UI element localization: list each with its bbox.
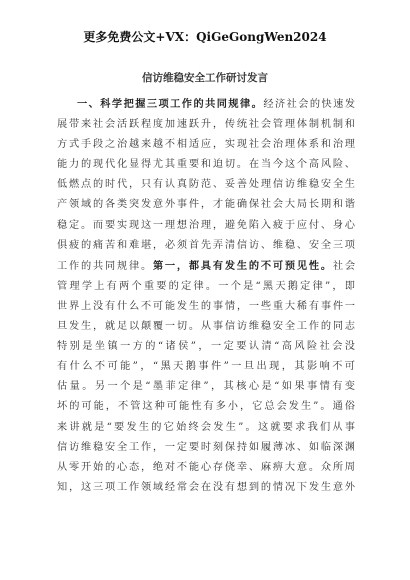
- text-line: [57, 418, 355, 438]
- line-text: 知，这三项工作领域经常会在没有想到的情况下发生意外: [57, 481, 355, 493]
- text-line: [57, 357, 355, 377]
- text-line: [57, 458, 355, 478]
- text-line: [57, 216, 355, 236]
- line-text: 稳定。而要实现这一理想治理，避免陷入疲于应付、身心: [57, 219, 355, 231]
- line-text: 特别是坐镇一方的“诸侯”，一定要认清“高风险社会没: [57, 341, 355, 353]
- line-text: 展带来社会活跃程度加速跃升，传统社会管理体制机制和: [57, 119, 355, 131]
- text-line: [57, 256, 355, 277]
- line-text: 来讲就是“要发生的它始终会发生”。这就要求我们从事: [57, 421, 355, 433]
- text-line: [57, 94, 355, 115]
- line-text: 有什么不可能”，“黑天鹅事件”一旦出现，其影响不可: [57, 361, 355, 373]
- text-line: [57, 377, 355, 397]
- text-line: [57, 135, 355, 155]
- line-text: 产领域的各类突发意外事件，才能确保社会大局长期和谐: [57, 199, 355, 211]
- line-text: 从零开始的心态，绝对不能心存侥幸、麻痹大意。众所周: [57, 461, 355, 473]
- line-text: 工作的共同规律。: [57, 260, 153, 272]
- line-text: 信访维稳安全工作，一定要时刻保持如履薄冰、如临深渊: [57, 441, 355, 453]
- line-text: 社会: [332, 260, 355, 272]
- line-text: 方式手段之治越来越不相适应，实现社会治理体系和治理: [57, 139, 355, 151]
- line-text: 管理学上有两个重要的定律。一个是“黑天鹅定律”，即: [57, 280, 355, 292]
- text-line: [57, 317, 355, 337]
- text-line: [57, 478, 355, 498]
- line-text: 能力的现代化显得尤其重要和迫切。在当今这个高风险、: [57, 159, 355, 171]
- header-banner: 更多免费公文+VX：QiGeGongWen2024: [83, 30, 327, 44]
- line-text: 世界上没有什么不可能发生的事情，一些重大稀有事件一: [57, 300, 355, 312]
- body-paragraph: [57, 94, 355, 498]
- text-line: [57, 195, 355, 215]
- text-line: [57, 397, 355, 417]
- text-line: [57, 175, 355, 195]
- text-line: [57, 115, 355, 135]
- text-line: [57, 155, 355, 175]
- subsection-heading: 第一，都具有发生的不可预见性。: [152, 259, 333, 272]
- line-text: 经济社会的快速发: [263, 99, 355, 110]
- section-heading: 一、科学把握三项工作的共同规律。: [77, 98, 264, 110]
- line-text: 低燃点的时代，只有认真防范、妥善处理信访维稳安全生: [57, 179, 355, 191]
- text-line: [57, 236, 355, 256]
- text-line: [57, 337, 355, 357]
- text-line: [57, 297, 355, 317]
- line-text: 估量。另一个是“墨菲定律”，其核心是“如果事情有变: [57, 381, 355, 393]
- document-title: 信访维稳安全工作研讨发言: [142, 72, 268, 84]
- text-line: [57, 438, 355, 458]
- text-line: [57, 277, 355, 297]
- line-text: 俱疲的痛苦和难堪，必须首先弄清信访、维稳、安全三项: [57, 239, 355, 251]
- line-text: 旦发生，就足以颠覆一切。从事信访维稳安全工作的同志: [57, 321, 355, 333]
- line-text: 坏的可能，不管这种可能性有多小，它总会发生”。通俗: [57, 401, 355, 413]
